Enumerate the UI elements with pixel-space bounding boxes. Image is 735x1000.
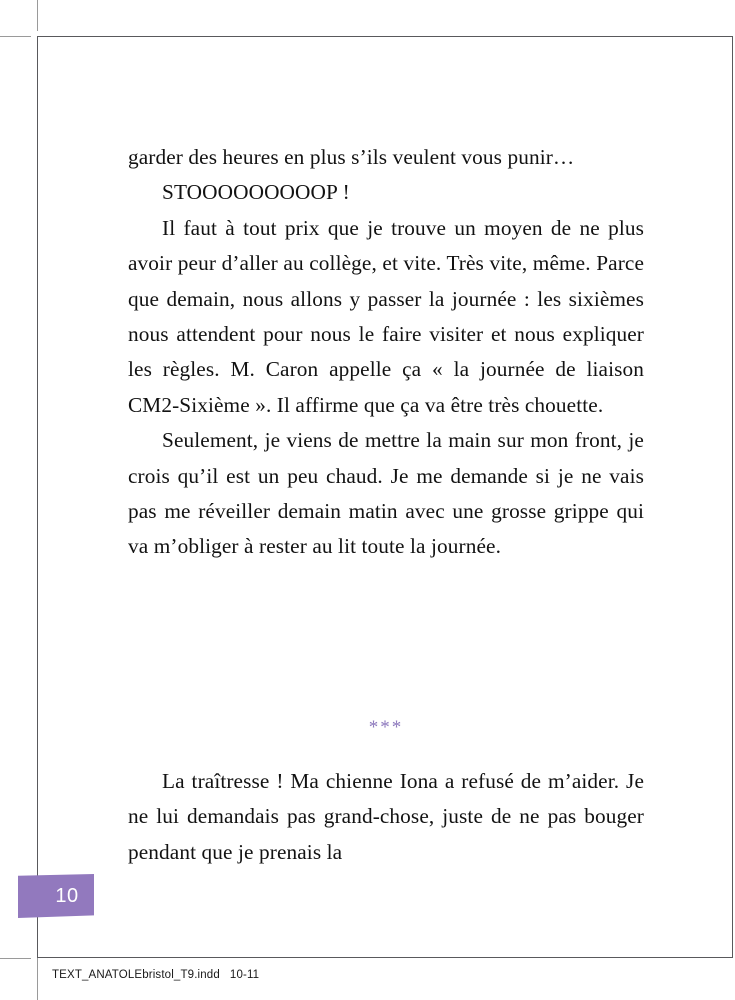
crop-mark-bottom-horizontal bbox=[0, 958, 31, 959]
paragraph-continuation: garder des heures en plus s’ils veulent vous punir… bbox=[128, 145, 575, 169]
paragraph-front: Seulement, je viens de mettre la main sur mon front, je crois qu’il est un peu chaud. Je me demande si je ne vais pas me réveiller demain matin avec une grosse grippe qui va m’obliger à rester au lit toute la journée. bbox=[128, 428, 644, 559]
paragraph-moyen: Il faut à tout prix que je trouve un moyen de ne plus avoir peur d’aller au collège, et vite. Très vite, même. Parce que demain, nous allons y passer la journée : les sixièmes nous attendent pour nous le faire visiter et nous expliquer les règles. M. Caron appelle ça « la journée de liaison CM2-Sixième ». Il affirme que ça va être très chouette. bbox=[128, 215, 644, 417]
proof-slug-line: TEXT_ANATOLEbristol_T9.indd 10-11 bbox=[52, 969, 260, 981]
crop-mark-top-vertical bbox=[37, 0, 38, 31]
paragraph-traitresse: La traîtresse ! Ma chienne Iona a refusé de m’aider. Je ne lui demandais pas grand-chose, juste de ne pas bouger pendant que je prenais la bbox=[128, 769, 644, 864]
body-text-column-after-break bbox=[128, 764, 644, 870]
paragraph-shout: STOOOOOOOOOP ! bbox=[162, 180, 350, 205]
page-number: 10 bbox=[55, 884, 79, 907]
section-break-ornament: *** bbox=[368, 717, 404, 738]
body-text-column bbox=[128, 140, 644, 565]
crop-mark-top-horizontal bbox=[0, 36, 31, 37]
